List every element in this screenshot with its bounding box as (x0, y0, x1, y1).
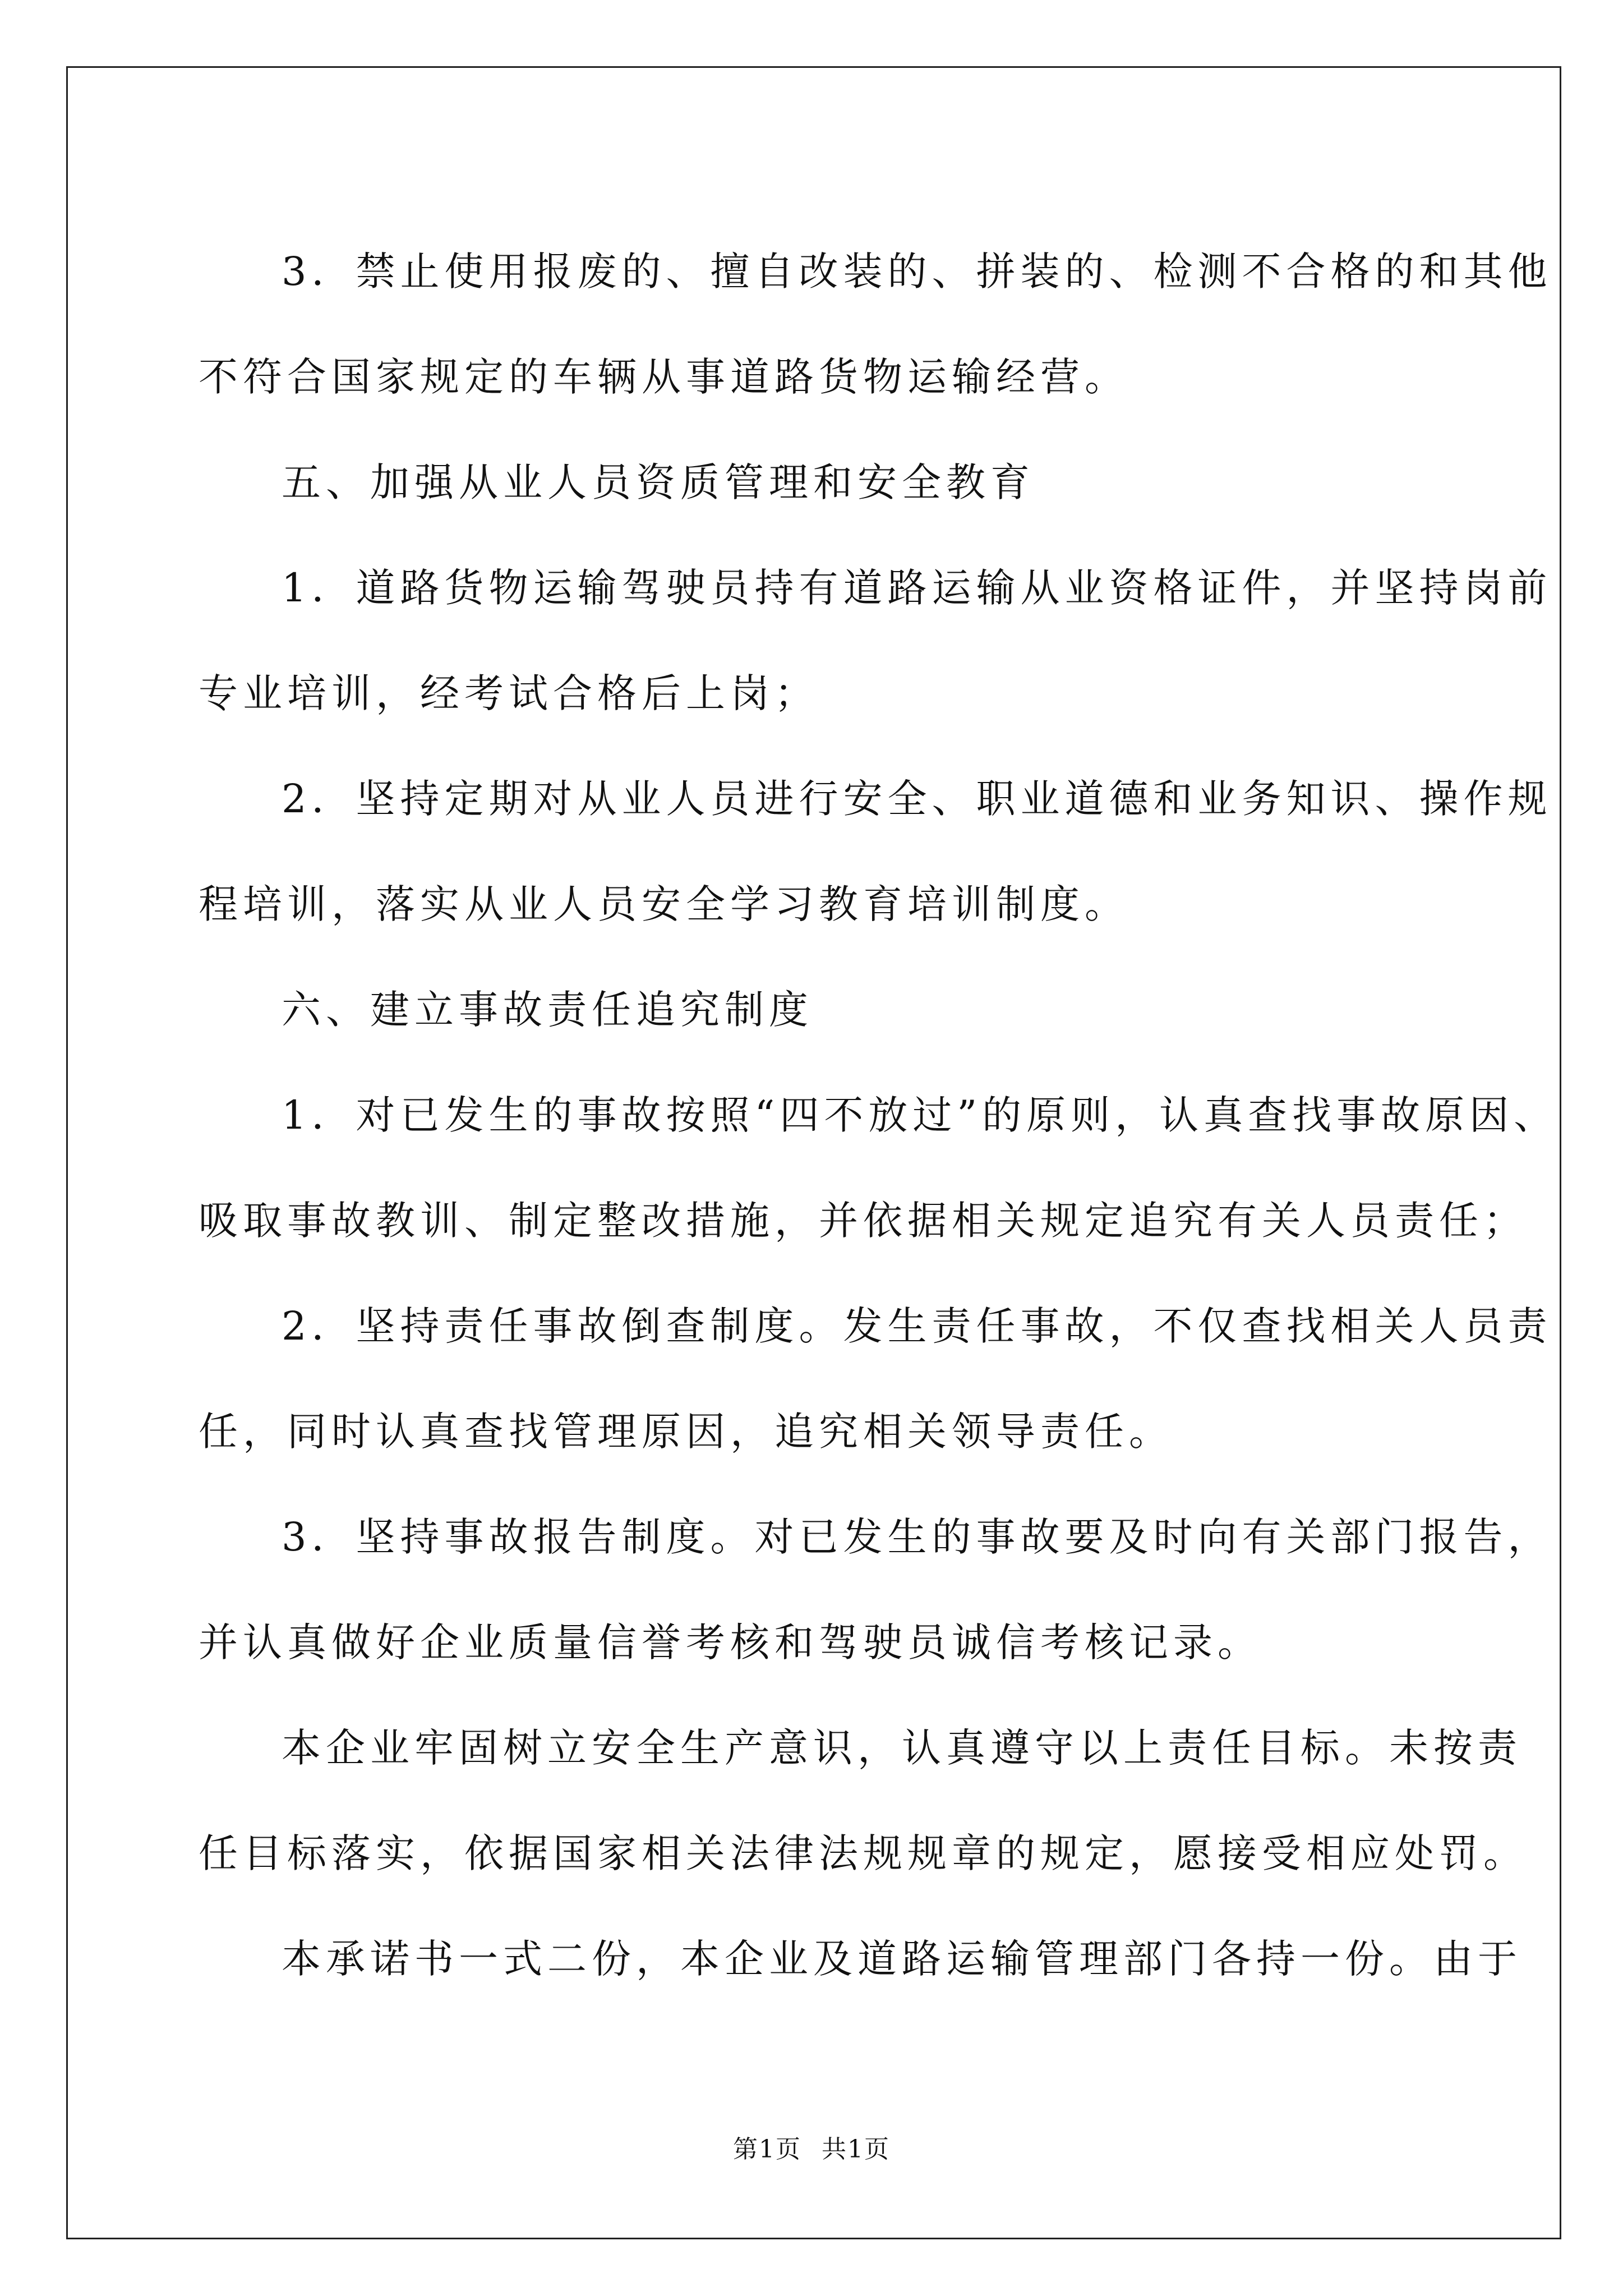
paragraph-line: 程培训，落实从业人员安全学习教育培训制度。 (199, 881, 1129, 927)
paragraph-line: 2．坚持定期对从业人员进行安全、职业道德和业务知识、操作规 (282, 776, 1552, 822)
paragraph-line: 1．道路货物运输驾驶员持有道路运输从业资格证件，并坚持岗前 (282, 565, 1552, 611)
paragraph-line: 3．坚持事故报告制度。对已发生的事故要及时向有关部门报告， (282, 1514, 1552, 1560)
page-total: 共1页 (822, 2135, 890, 2164)
paragraph-line: 1．对已发生的事故按照“四不放过”的原则，认真查找事故原因、 (282, 1092, 1559, 1138)
document-body (199, 219, 1559, 2012)
page-number: 第1页 (733, 2135, 801, 2164)
paragraph-line: 3．禁止使用报废的、擅自改装的、拼装的、检测不合格的和其他 (282, 249, 1552, 295)
paragraph-line: 2．坚持责任事故倒查制度。发生责任事故，不仅查找相关人员责 (282, 1303, 1552, 1349)
paragraph-line: 任目标落实，依据国家相关法律法规规章的规定，愿接受相应处罚。 (199, 1830, 1528, 1876)
section-heading: 五、加强从业人员资质管理和安全教育 (282, 459, 1035, 505)
paragraph-line: 本企业牢固树立安全生产意识，认真遵守以上责任目标。未按责 (282, 1725, 1522, 1771)
paragraph-line: 并认真做好企业质量信誉考核和驾驶员诚信考核记录。 (199, 1619, 1262, 1665)
paragraph-line: 专业培训，经考试合格后上岗； (199, 670, 819, 716)
paragraph-line: 任，同时认真查找管理原因，追究相关领导责任。 (199, 1409, 1173, 1455)
page-footer (0, 2129, 1623, 2165)
paragraph-line: 不符合国家规定的车辆从事道路货物运输经营。 (199, 354, 1129, 400)
paragraph-line: 本承诺书一式二份，本企业及道路运输管理部门各持一份。由于 (282, 1936, 1522, 1982)
section-heading: 六、建立事故责任追究制度 (282, 987, 813, 1033)
paragraph-line: 吸取事故教训、制定整改措施，并依据相关规定追究有关人员责任； (199, 1198, 1528, 1244)
